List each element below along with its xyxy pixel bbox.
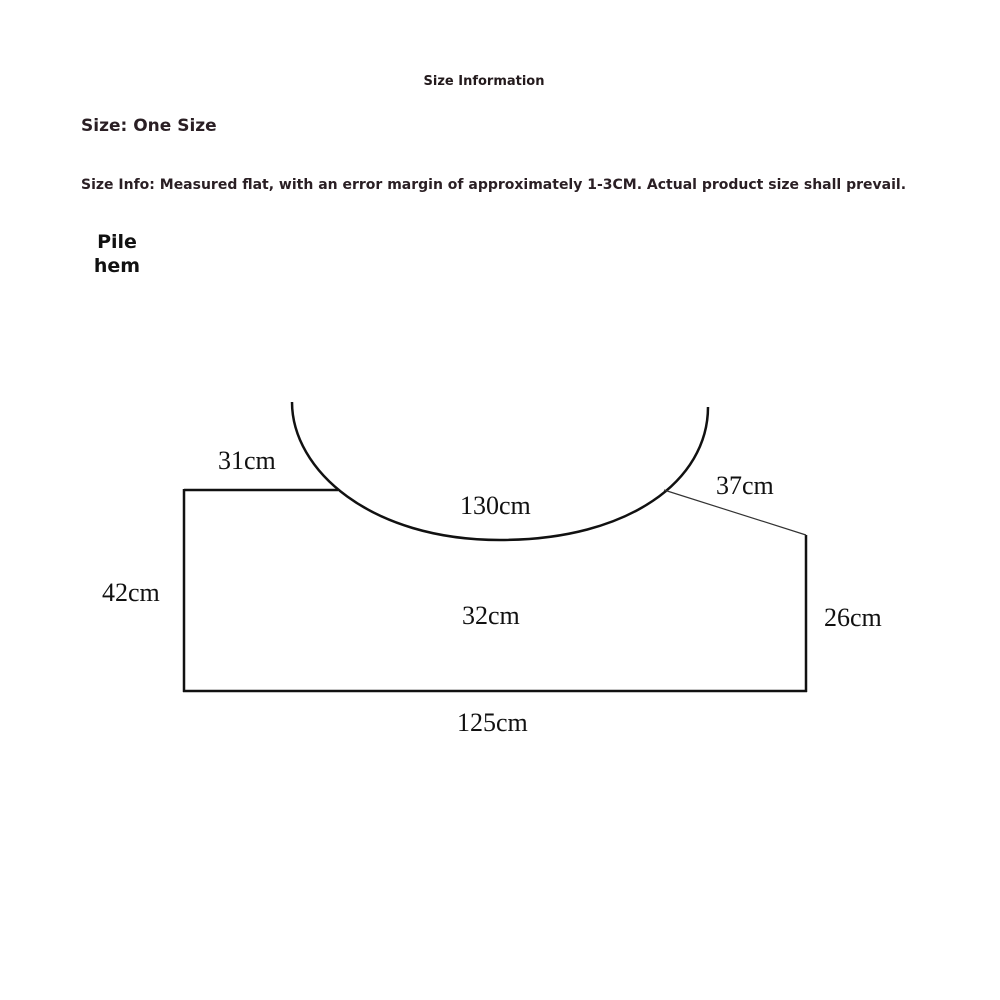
dim-left-shoulder: 31cm [218, 446, 276, 475]
dim-right-height: 26cm [824, 603, 882, 632]
product-label-line-2: hem [93, 255, 141, 277]
dim-neck-opening: 130cm [460, 491, 531, 520]
dim-right-shoulder: 37cm [716, 471, 774, 500]
dim-left-height: 42cm [102, 578, 160, 607]
product-label-line-1: Pile [97, 231, 137, 253]
size-info-text: Size Info: Measured flat, with an error margin of approximately 1-3CM. Actual product size shall prevail. [81, 177, 907, 193]
dim-bottom-width: 125cm [457, 708, 528, 737]
header-title: Size Information [423, 74, 545, 89]
size-line: Size: One Size [81, 116, 217, 136]
dim-center-length: 32cm [462, 601, 520, 630]
